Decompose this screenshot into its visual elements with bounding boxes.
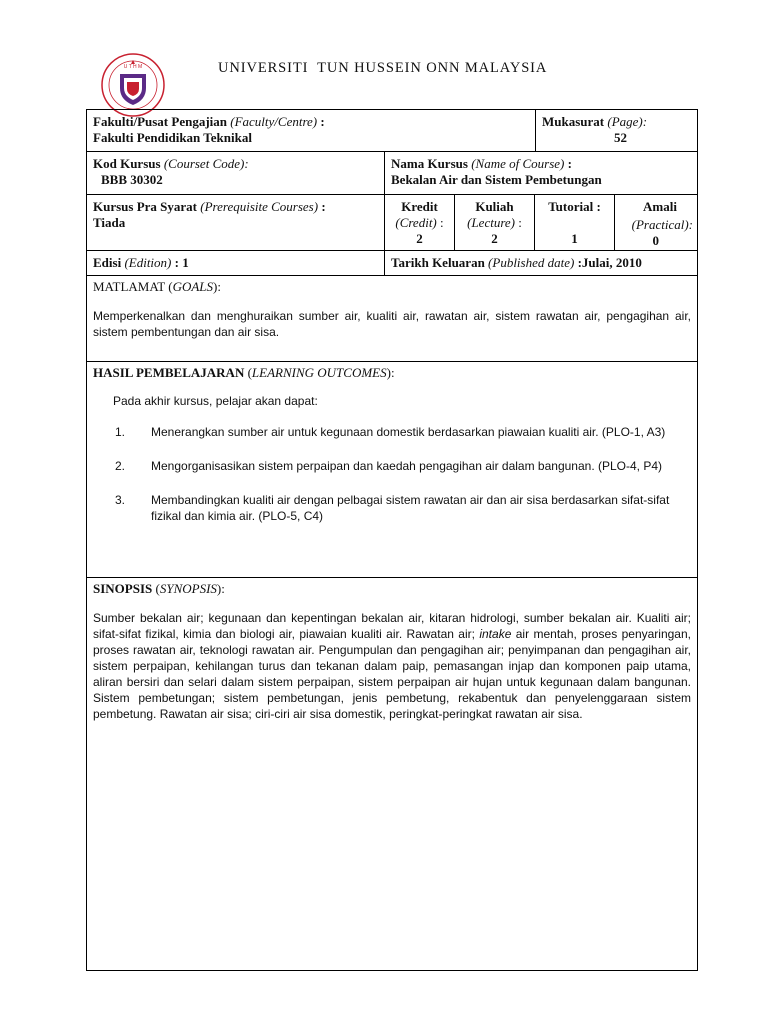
outcomes-section — [87, 362, 697, 578]
synopsis-intake: intake — [479, 627, 512, 641]
outcome-number: 3. — [115, 493, 126, 507]
faculty-value: Fakulti Pendidikan Teknikal — [93, 130, 252, 145]
published-label-en: (Published date) — [488, 255, 575, 270]
course-name-label-en: (Name of Course) — [471, 156, 565, 171]
goals-heading: MATLAMAT (GOALS): — [93, 279, 221, 294]
course-name-cell — [384, 152, 697, 194]
faculty-row — [87, 110, 697, 152]
edition-label: Edisi — [93, 255, 122, 270]
list-item — [93, 458, 677, 474]
synopsis-heading-en: SYNOPSIS — [159, 581, 217, 596]
goals-text: Memperkenalkan dan menghuraikan sumber air, kualiti air, rawatan air, sistem rawatan air, pengagihan air, sistem pembentungan dan air sisa. — [93, 309, 691, 339]
prerequisite-cell — [87, 195, 384, 250]
tutorial-value: 1 — [571, 231, 578, 246]
lecture-label: Kuliah — [475, 199, 514, 214]
course-name-label: Nama Kursus — [391, 156, 468, 171]
page-cell — [535, 110, 697, 151]
edition-cell — [87, 251, 384, 275]
page-label: Mukasurat — [542, 114, 605, 129]
course-code-label: Kod Kursus — [93, 156, 161, 171]
lecture-cell — [454, 195, 534, 250]
course-name-value: Bekalan Air dan Sistem Pembetungan — [391, 172, 602, 187]
course-info-sheet — [86, 109, 698, 971]
prerequisite-value: Tiada — [93, 215, 126, 230]
university-title: UNIVERSITI TUN HUSSEIN ONN MALAYSIA — [218, 60, 548, 76]
outcome-text: Menerangkan sumber air untuk kegunaan domestik berdasarkan piawaian kualiti air. (PLO-1, A3) — [151, 425, 666, 439]
outcomes-intro: Pada akhir kursus, pelajar akan dapat: — [113, 394, 318, 408]
credit-label-en: (Credit) — [395, 215, 437, 230]
prerequisite-label-en: (Prerequisite Courses) — [200, 199, 319, 214]
published-label: Tarikh Keluaran — [391, 255, 485, 270]
synopsis-text — [93, 610, 691, 722]
list-item — [93, 424, 677, 440]
credit-cell — [384, 195, 454, 250]
published-cell — [384, 251, 697, 275]
page-label-en: (Page): — [607, 114, 648, 129]
tutorial-cell — [534, 195, 614, 250]
outcomes-list — [93, 424, 677, 542]
edition-label-en: (Edition) — [124, 255, 172, 270]
lecture-colon: : — [518, 215, 522, 230]
course-row — [87, 152, 697, 195]
synopsis-part-1: Sumber bekalan air; kegunaan dan kepentingan bekalan air, kitaran hidrologi, sumber bekalan air. Kualiti air; sifat-sifat fizikal, kimia dan biologi air, piawaian kualiti air. Rawatan air; — [93, 611, 691, 641]
course-code-cell — [87, 152, 384, 194]
synopsis-heading: SINOPSIS (SYNOPSIS): — [93, 581, 225, 596]
outcome-text: Membandingkan kualiti air dengan pelbagai sistem rawatan air dan air sisa berdasarkan sifat-sifat fizikal dan kimia air. (PLO-5, C4) — [151, 493, 670, 523]
synopsis-section — [87, 578, 697, 970]
lecture-value: 2 — [491, 231, 498, 246]
logo-text: U T H M — [123, 64, 143, 70]
practical-label: Amali — [643, 199, 677, 214]
practical-value: 0 — [652, 233, 659, 248]
tutorial-label: Tutorial : — [548, 199, 601, 214]
published-value: :Julai, 2010 — [577, 255, 642, 270]
course-code-value: BBB 30302 — [101, 172, 163, 187]
lecture-label-en: (Lecture) — [467, 215, 515, 230]
goals-section — [87, 276, 697, 362]
faculty-label: Fakulti/Pusat Pengajian — [93, 114, 227, 129]
list-item — [93, 492, 677, 524]
outcome-number: 2. — [115, 459, 126, 473]
course-code-label-en: (Courset Code): — [163, 156, 249, 171]
faculty-colon: : — [320, 114, 325, 129]
credits-row — [87, 195, 697, 251]
outcomes-heading-text: HASIL PEMBELAJARAN — [93, 365, 245, 380]
practical-label-en: (Practical): — [631, 217, 693, 232]
edition-row — [87, 251, 697, 276]
outcomes-heading: HASIL PEMBELAJARAN (LEARNING OUTCOMES): — [93, 365, 395, 380]
synopsis-part-2: air mentah, proses penyaringan, proses rawatan air, teknologi rawatan air. Pengumpulan dan pengagihan air; penyimpanan dan pengagihan air, sistem perpaipan, kehilangan turus dan tekanan dalam paip, pemasangan injap dan komponen paip utama, aliran bersiri dan selari dalam sistem perpaipan, sistem perpaipan air hujan untuk kegunaan dalam bangunan. Sistem pembetungan; sistem pembetungan, jenis pembetung, rekabentuk dan penyelenggaraan sistem pembetung. Rawatan air sisa; ciri-ciri air sisa domestik, peringkat-peringkat rawatan air sisa. — [93, 627, 691, 721]
outcome-text: Mengorganisasikan sistem perpaipan dan kaedah pengagihan air dalam bangunan. (PLO-4, P4) — [151, 459, 663, 473]
course-name-colon: : — [567, 156, 572, 171]
credit-label: Kredit — [401, 199, 438, 214]
credit-value: 2 — [416, 231, 423, 246]
synopsis-heading-text: SINOPSIS — [93, 581, 153, 596]
outcome-number: 1. — [115, 425, 126, 439]
edition-value: : 1 — [174, 255, 189, 270]
page-value: 52 — [614, 130, 627, 145]
outcomes-heading-en: LEARNING OUTCOMES — [251, 365, 387, 380]
prerequisite-colon: : — [321, 199, 326, 214]
credit-colon: : — [440, 215, 444, 230]
practical-cell — [614, 195, 697, 250]
faculty-cell — [87, 110, 535, 151]
prerequisite-label: Kursus Pra Syarat — [93, 199, 197, 214]
goals-heading-text: MATLAMAT — [93, 279, 165, 294]
goals-heading-en: GOALS — [172, 279, 214, 294]
faculty-label-en: (Faculty/Centre) — [230, 114, 318, 129]
